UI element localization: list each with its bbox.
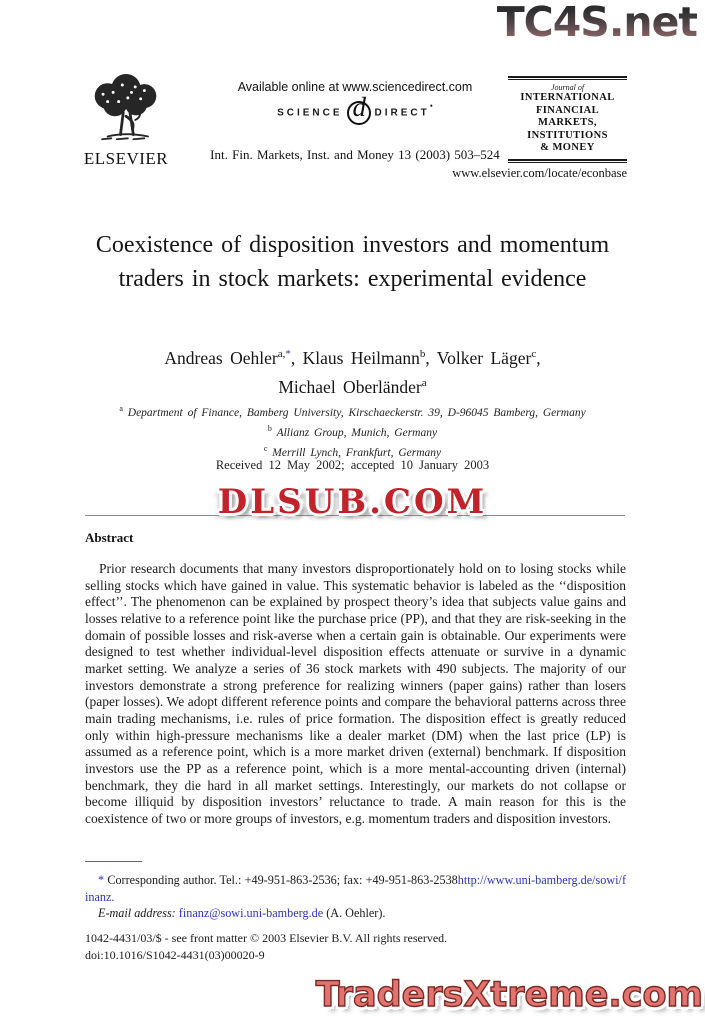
- elsevier-wordmark: ELSEVIER: [83, 149, 169, 168]
- footnote-rule: [85, 861, 142, 862]
- sciencedirect-dot: •: [429, 101, 433, 111]
- author-line: Andreas Oehler$^{a,*}$, Klaus Heilmann$^b$, Volker Läger$^c$, Michael Oberländer$^a$: [164, 347, 541, 397]
- journal-box-bottom-rule: [508, 159, 627, 163]
- affiliation-line: $^b$ Allianz Group, Munich, Germany: [267, 423, 438, 439]
- abstract-text: Prior research documents that many investors disproportionately hold on to losing stocks while selling stocks which have gained in value. This systematic behavior is labeled as the ‘‘disposition effect’’. The phenomenon can be explained by prospect theory’s idea that subjects value gains and losses relative to a reference point like the purchase price (PP), and that they are risk-seeking in the domain of possible losses and risk-averse when a certain gain is obtainable. Our experiments were designed to test whether individual-level disposition effects attenuate or survive in a dynamic market setting. We analyze a series of 36 stock markets with 490 subjects. The majority of our investors demonstrate a strong preference for realizing winners (paper gains) rather than losers (paper losses). We adopt different reference points and compare the behavioral patterns across three main trading mechanisms, i.e. rules of price formation. The disposition effect is greatly reduced only within high-pressure mechanisms like a dealer market (DM) when the last price (LP) is assumed as a reference point, which is a more market driven (external) benchmark. If disposition investors use the PP as a reference point, which is a more mental-accounting driven (internal) benchmark, they die hard in all market settings. Interestingly, our markets do not collapse or become illiquid by disposition investors’ reluctance to trade. A main reason for this is the coexistence of two or more groups of investors, e.g. momentum traders and disposition investors.: [85, 561, 626, 826]
- watermark-tradersxtreme: TradersXtreme.com: [315, 975, 703, 1015]
- issn-copyright-line: 1042-4431/03/$ - see front matter © 2003 Elsevier B.V. All rights reserved.: [85, 931, 448, 945]
- watermark-tc4s: TC4S.net: [496, 0, 697, 46]
- sciencedirect-d-icon: d: [347, 101, 371, 125]
- elsevier-logo: [78, 74, 174, 169]
- author-name: Michael Oberländer: [278, 376, 422, 397]
- footnote-block: [85, 872, 626, 922]
- author-affil-sup: a: [421, 376, 427, 389]
- watermark-dlsub: DLSUB.COM: [217, 482, 488, 522]
- author-affil-sup: a,*: [277, 348, 291, 360]
- journal-box-top-rule: [508, 76, 627, 80]
- elsevier-tree-icon: [80, 74, 172, 142]
- sciencedirect-science-text: SCIENCE: [277, 107, 343, 119]
- author-name: Volker Läger: [436, 347, 532, 368]
- journal-citation: Int. Fin. Markets, Inst. and Money 13 (2003) 503–524: [210, 147, 500, 162]
- affiliation-line: $^c$ Merrill Lynch, Frankfurt, Germany: [263, 443, 442, 459]
- affiliations: [0, 401, 705, 460]
- sciencedirect-direct-text: DIRECT: [374, 107, 430, 119]
- doi-line: doi:10.1016/S1042-4431(03)00020-9: [85, 948, 265, 962]
- author-affil-sup: c: [531, 348, 537, 360]
- sciencedirect-logo: [200, 92, 510, 131]
- affiliation-line: $^a$ Department of Finance, Bamberg University, Kirschaeckerstr. 39, D-96045 Bamberg, Germany: [119, 404, 586, 419]
- author-name: Andreas Oehler: [164, 347, 278, 368]
- journal-name-line: FINANCIAL: [535, 104, 600, 116]
- email-note: E-mail address: finanz@sowi.uni-bamberg.de (A. Oehler).: [98, 906, 386, 921]
- imprint-block: [85, 930, 626, 964]
- corresponding-author-note: * Corresponding author. Tel.: +49-951-863-2536; fax: +49-951-863-2538http://www.uni-bamberg.de/sowi/finanz.: [85, 873, 626, 904]
- author-homepage-link[interactable]: http://www.uni-bamberg.de/sowi/finanz.: [85, 873, 626, 904]
- header-center: [200, 80, 510, 163]
- author-affil-sup: b: [419, 348, 426, 360]
- journal-name-line: INTERNATIONAL: [520, 92, 615, 103]
- footnote-star: *: [98, 873, 105, 887]
- journal-name-line: INSTITUTIONS: [527, 129, 608, 141]
- journal-name-line: MARKETS,: [538, 117, 597, 128]
- journal-title-box: [508, 76, 627, 163]
- journal-of-label: Journal of: [550, 83, 585, 92]
- author-email-link[interactable]: finanz@sowi.uni-bamberg.de: [178, 906, 324, 921]
- received-dates: Received 12 May 2002; accepted 10 January 2003: [215, 458, 490, 472]
- abstract-heading: Abstract: [85, 530, 134, 545]
- email-label: E-mail address:: [98, 906, 176, 921]
- corresponding-author-star[interactable]: *: [285, 348, 291, 360]
- available-online-text: Available online at www.sciencedirect.com: [237, 80, 473, 94]
- author-name: Klaus Heilmann: [302, 347, 420, 368]
- journal-name-line: & MONEY: [540, 142, 595, 153]
- elsevier-locate-url[interactable]: www.elsevier.com/locate/econbase: [452, 166, 627, 180]
- article-title: Coexistence of disposition investors and momentum traders in stock markets: experimental evidence: [95, 232, 610, 292]
